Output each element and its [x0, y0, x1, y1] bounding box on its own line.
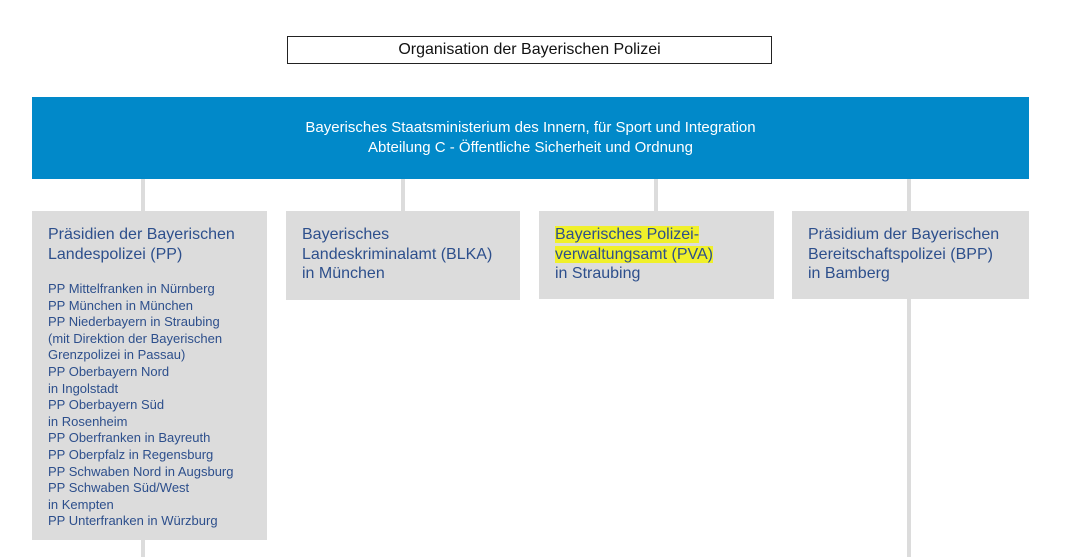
connector-line-bpp: [907, 179, 911, 211]
list-item: PP Oberpfalz in Regensburg: [48, 446, 214, 462]
list-item: PP Unterfranken in Würzburg: [48, 513, 218, 529]
connector-line-blka: [401, 179, 405, 211]
highlight-mark: Bayerisches Polizei-: [555, 226, 700, 243]
list-item: in Kempten: [48, 496, 114, 512]
unit-title-highlighted: [555, 245, 758, 265]
connector-line-bpp-bottom: [907, 299, 911, 557]
ministry-name: Bayerisches Staatsministerium des Innern, für Sport und Integration: [305, 119, 756, 136]
unit-title: Präsidium der Bayerischen: [808, 226, 1000, 243]
list-item: PP München in München: [48, 297, 194, 313]
unit-title: Bayerisches: [302, 226, 390, 243]
unit-box-bpp: [792, 211, 1029, 299]
unit-title: Präsidien der Bayerischen: [48, 226, 235, 243]
list-item: Grenzpolizei in Passau): [48, 347, 186, 363]
unit-title: Landeskriminalamt (BLKA): [302, 245, 493, 263]
unit-title: Bereitschaftspolizei (BPP): [808, 245, 993, 263]
unit-location: in München: [302, 265, 385, 282]
unit-title: Landespolizei (PP): [48, 245, 183, 263]
connector-line-pp: [141, 179, 145, 211]
list-item: PP Oberfranken in Bayreuth: [48, 430, 211, 446]
list-item: PP Oberbayern Süd: [48, 397, 165, 413]
list-item: PP Oberbayern Nord: [48, 363, 170, 379]
unit-box-pva: [539, 211, 774, 299]
unit-title-highlighted: [555, 225, 758, 245]
unit-location: in Straubing: [555, 265, 641, 282]
list-item: PP Niederbayern in Straubing: [48, 314, 220, 330]
list-item: PP Mittelfranken in Nürnberg: [48, 281, 215, 296]
ministry-box: [32, 97, 1029, 179]
list-item: in Rosenheim: [48, 413, 128, 429]
list-item: PP Schwaben Süd/West: [48, 480, 190, 496]
connector-line-pva: [654, 179, 658, 211]
ministry-department: Abteilung C - Öffentliche Sicherheit und Ordnung: [368, 139, 693, 156]
list-item: PP Schwaben Nord in Augsburg: [48, 463, 234, 479]
list-item: (mit Direktion der Bayerischen: [48, 330, 223, 346]
highlight-mark: verwaltungsamt (PVA): [555, 245, 713, 263]
unit-box-pp: [32, 211, 267, 540]
page-title: Organisation der Bayerischen Polizei: [287, 36, 772, 64]
pp-list: [48, 281, 251, 530]
connector-line-pp-bottom: [141, 540, 145, 557]
unit-box-blka: [286, 211, 520, 300]
list-item: in Ingolstadt: [48, 380, 119, 396]
unit-location: in Bamberg: [808, 265, 890, 282]
